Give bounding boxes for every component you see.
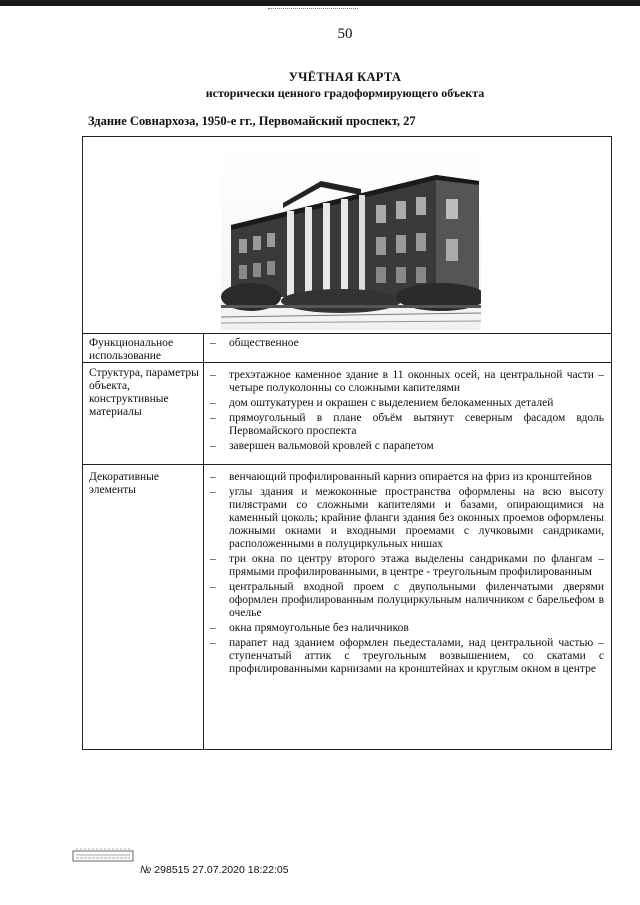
list-item: – углы здания и межоконные пространства оформлены на всю высоту пилястрами со сложными капителями и базами, опирающимися на каменный цоколь; крайние фланги здания без оконных проемов оформлены ложными окнами и входными проемами с лучковыми сандриками, расположенными в полуциркульных нишах [210, 486, 604, 551]
row-items-decor [210, 471, 604, 678]
building-photo [221, 147, 481, 330]
list-item: – дом оштукатурен и окрашен с выделением белокаменных деталей [210, 397, 604, 410]
row-items-function [210, 337, 604, 352]
record-card [82, 136, 612, 750]
number-sign: № [140, 864, 152, 876]
row-items-structure [210, 369, 604, 455]
photo-cell [83, 137, 611, 333]
row-divider [83, 333, 611, 334]
list-item: – центральный входной проем с двупольными филенчатыми дверями оформлен профилированным полуциркульным наличником с барельефом в очелье [210, 581, 604, 620]
card-subtitle: исторически ценного градоформирующего объекта [205, 86, 485, 100]
registry-stamp-icon [72, 846, 134, 862]
object-name: Здание Совнархоза, 1950-е гг., Первомайский проспект, 27 [88, 114, 416, 128]
row-label-structure: Структура, параметры объекта, конструктивные материалы [89, 367, 199, 418]
row-divider [83, 464, 611, 465]
scan-noise [268, 8, 358, 15]
row-label-decor: Декоративные элементы [89, 471, 159, 496]
page-number: 50 [337, 26, 353, 42]
list-item: – окна прямоугольные без наличников [210, 622, 604, 635]
list-item: – общественное [210, 337, 604, 350]
card-title: УЧЁТНАЯ КАРТА [288, 70, 402, 84]
list-item: – прямоугольный в плане объём вытянут северным фасадом вдоль Первомайского проспекта [210, 412, 604, 438]
row-label-function: Функциональное использование [89, 337, 174, 362]
document-id: 298515 [154, 864, 190, 876]
list-item: – парапет над зданием оформлен пьедесталами, над центральной частью – ступенчатый аттик с треугольным возвышением, со скатами с профилированными карнизами на кронштейнах и круглым окном в центре [210, 637, 604, 676]
list-item: – венчающий профилированный карниз опирается на фриз из кронштейнов [210, 471, 604, 484]
list-item: – трехэтажное каменное здание в 11 оконных осей, на центральной части – четыре полуколонны со сложными капителями [210, 369, 604, 395]
column-divider [203, 333, 204, 750]
document-registration [140, 864, 289, 876]
scan-top-edge [0, 0, 640, 6]
document-datetime: 27.07.2020 18:22:05 [192, 864, 289, 876]
list-item: – завершен вальмовой кровлей с парапетом [210, 440, 604, 453]
list-item: – три окна по центру второго этажа выделены сандриками по флангам – прямыми профилированными, в центре - треугольным профилированным [210, 553, 604, 579]
